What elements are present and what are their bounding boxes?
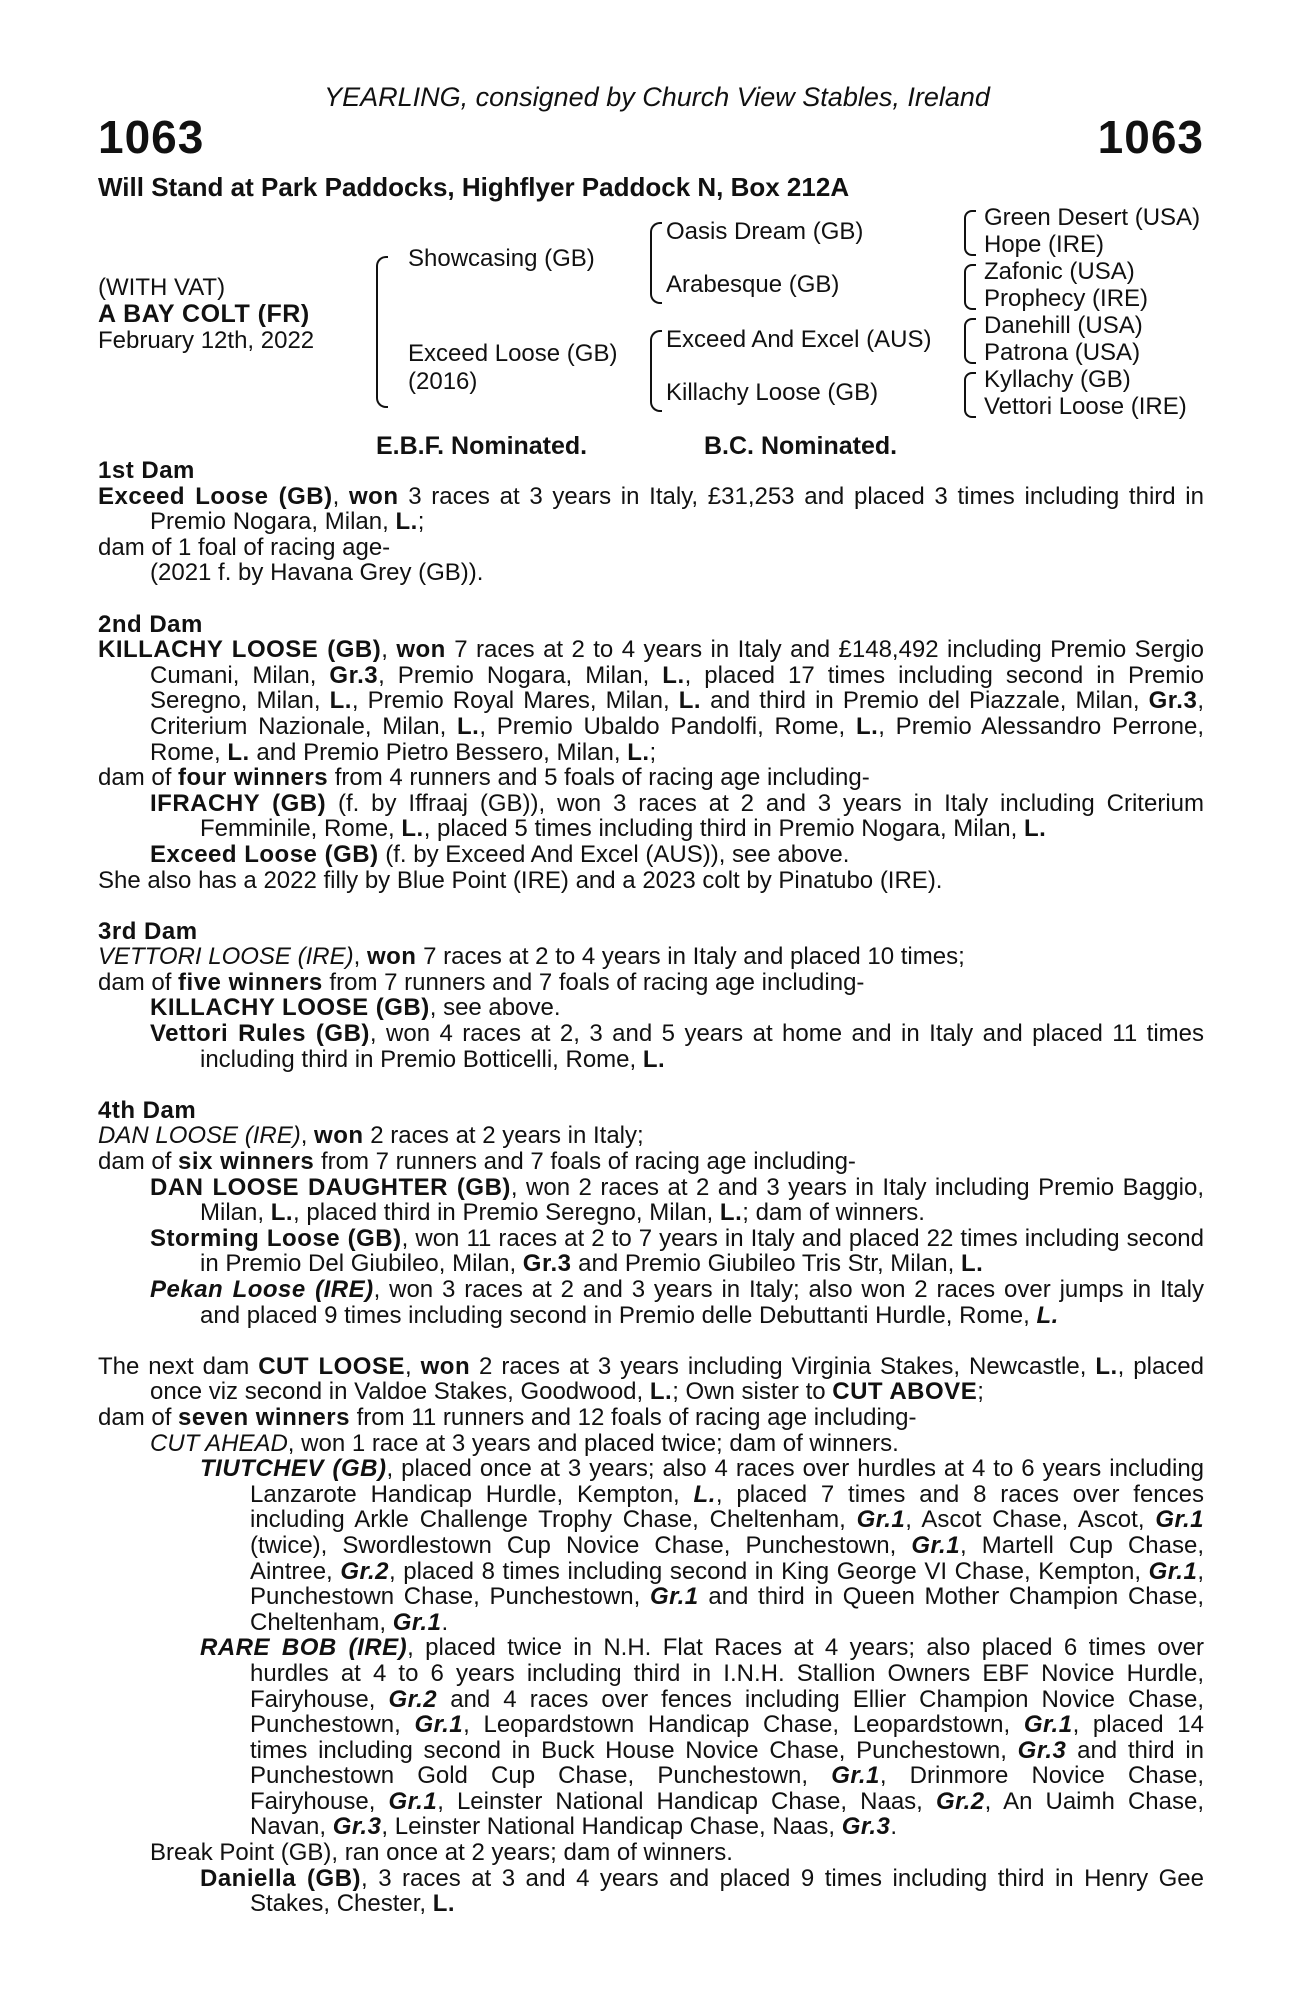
dam-dam-dam: Vettori Loose (IRE) [984, 393, 1187, 420]
grade-label: L. [1036, 1301, 1059, 1329]
dam-dam: Killachy Loose (GB) [666, 379, 879, 406]
section-heading-1st-dam: 1st Dam [98, 457, 195, 484]
text: and third in Punchestown Gold Cup Chase, Punchestown, [250, 1736, 1204, 1790]
first-dam-produce-summary: dam of 1 foal of racing age- [98, 533, 391, 561]
grade-label: L. [642, 1045, 666, 1073]
horse-name-text: CUT AHEAD [150, 1429, 288, 1457]
text: dam of [98, 1148, 179, 1176]
grade-label: L. [401, 815, 424, 843]
text: 7 races at 2 to 4 years in Italy and £148,492 including Premio Sergio Cumani, Milan, [150, 636, 1204, 689]
grade-label: L. [270, 1199, 294, 1227]
first-dam-foal: (2021 f. by Havana Grey (GB)). [150, 559, 484, 587]
produce-entry [98, 1277, 1204, 1328]
text: , placed 5 times including third in Premio Nogara, Milan, [423, 815, 1024, 843]
text: , won 1 race at 3 years and placed twice; dam of winners. [287, 1429, 899, 1457]
stand-location: Will Stand at Park Paddocks, Highflyer Paddock N, Box 212A [98, 172, 850, 202]
catalogue-body [98, 458, 1204, 1917]
text: and Premio Giubileo Tris Str, Milan, [571, 1250, 961, 1278]
grade-label: Gr.3 [329, 661, 379, 689]
grade-label: Gr.3 [1148, 687, 1198, 715]
grade-label: L. [678, 687, 702, 715]
grade-label: L. [395, 508, 418, 536]
text: and Premio Pietro Bessero, Milan, [249, 738, 628, 766]
horse-name-text: DAN LOOSE DAUGHTER (GB) [150, 1173, 511, 1201]
grade-label: Gr.2 [388, 1685, 438, 1713]
grade-label: L. [693, 1480, 716, 1508]
horse-name-text: RARE BOB (IRE) [200, 1634, 408, 1662]
text: , Punchestown Chase, Punchestown, [250, 1557, 1204, 1611]
text: , Ascot Chase, Ascot, [905, 1506, 1156, 1534]
produce-entry [98, 995, 1204, 1021]
grade-label: L. [1023, 815, 1047, 843]
text: , placed twice in N.H. Flat Races at 4 years; also placed 6 times over hurdles at 4 to 6 years including third in I.N.H. Stallion Owners EBF Novice Hurdle, Fairyhouse, [250, 1634, 1204, 1713]
won-label: won [366, 943, 417, 971]
next-dam-produce-summary [98, 1405, 1204, 1431]
text: , [353, 943, 367, 971]
horse-name-text: KILLACHY LOOSE (GB) [150, 994, 430, 1022]
produce-entry [98, 1226, 1204, 1277]
second-dam-record [98, 637, 1204, 765]
sire: Showcasing (GB) [408, 245, 595, 272]
horse-name: A BAY COLT (FR) [98, 300, 310, 328]
grade-label: L. [627, 738, 650, 766]
text: and third in Queen Mother Champion Chase, Cheltenham, [250, 1583, 1204, 1636]
grade-label: L. [960, 1250, 984, 1278]
grade-label: L. [649, 1378, 673, 1406]
grade-label: L. [432, 1890, 456, 1918]
horse-name-text: TIUTCHEV (GB) [200, 1455, 387, 1483]
sire-sire: Oasis Dream (GB) [666, 218, 864, 245]
horse-name-text: VETTORI LOOSE (IRE) [98, 943, 354, 971]
grade-label: Gr.3 [522, 1250, 572, 1278]
grade-label: Gr.3 [332, 1813, 382, 1841]
grade-label: Gr.1 [1023, 1711, 1073, 1739]
section-heading-4th-dam: 4th Dam [98, 1096, 197, 1124]
won-label: won [420, 1352, 471, 1380]
consignor-line: YEARLING, consigned by Church View Stables, Ireland [324, 82, 990, 112]
fourth-dam-record [98, 1123, 1204, 1149]
text: from 11 runners and 12 foals of racing age including- [349, 1403, 917, 1431]
dam: Exceed Loose (GB) [408, 340, 618, 367]
text: , placed once viz second in Valdoe Stakes, Goodwood, [150, 1352, 1204, 1406]
produce-entry [98, 1175, 1204, 1226]
section-heading-2nd-dam: 2nd Dam [98, 610, 203, 638]
text: , won 3 races at 2 and 3 years in Italy; also won 2 races over jumps in Italy and placed 9 times including second in Premio delle Debuttanti Hurdle, Rome, [200, 1276, 1204, 1329]
bc-nomination: B.C. Nominated. [704, 432, 898, 460]
won-label: won [314, 1122, 364, 1150]
produce-entry [98, 842, 1204, 868]
text: and third in Premio del Piazzale, Milan, [701, 687, 1149, 715]
dam-sire-sire: Danehill (USA) [984, 312, 1143, 339]
text: , placed 14 times including second in Buck House Novice Chase, Punchestown, [250, 1711, 1204, 1764]
text: ; Own sister to [672, 1378, 833, 1406]
text: , Leinster National Handicap Chase, Naas, [437, 1787, 936, 1815]
grade-label: Gr.1 [392, 1608, 442, 1636]
grade-label: Gr.1 [414, 1711, 464, 1739]
dam-year: (2016) [408, 368, 478, 395]
text: ; [649, 738, 657, 766]
text: , 3 races at 3 and 4 years and placed 9 times including third in Henry Gee Stakes, Chester, [250, 1864, 1204, 1918]
grade-label: L. [719, 1199, 743, 1227]
brace-main [376, 256, 388, 408]
dam-sire-dam: Patrona (USA) [984, 339, 1141, 366]
horse-name-text: Pekan Loose (IRE) [150, 1276, 374, 1303]
second-dam-produce-summary [98, 765, 1204, 791]
next-dam-record [98, 1354, 1204, 1405]
grade-label: Gr.1 [1155, 1506, 1205, 1534]
text: ; dam of winners. [742, 1199, 925, 1227]
grade-label: Gr.2 [935, 1787, 985, 1815]
won-label: won [396, 636, 446, 664]
grade-label: Gr.1 [831, 1762, 880, 1790]
produce-entry [98, 1866, 1204, 1917]
text: (twice), Swordlestown Cup Novice Chase, Punchestown, [250, 1531, 912, 1559]
grade-label: Gr.1 [856, 1506, 906, 1534]
text: , [405, 1352, 421, 1380]
second-dam-note: She also has a 2022 filly by Blue Point (IRE) and a 2023 colt by Pinatubo (IRE). [98, 866, 943, 894]
text: , Leinster National Handicap Chase, Naas, [381, 1813, 842, 1841]
text: , [381, 636, 397, 664]
winners-count: four winners [178, 764, 329, 792]
sire-sire-dam: Hope (IRE) [984, 231, 1105, 258]
horse-name-text: KILLACHY LOOSE (GB) [98, 636, 382, 664]
horse-name-text: Exceed Loose (GB) [98, 482, 333, 510]
text: dam of [98, 1403, 179, 1431]
winners-count: seven winners [178, 1403, 350, 1431]
grade-label: L. [855, 712, 879, 740]
text: , [300, 1122, 315, 1150]
sire-dam-dam: Prophecy (IRE) [984, 285, 1149, 312]
text: 7 races at 2 to 4 years in Italy and placed 10 times; [416, 943, 965, 971]
text: ; [977, 1378, 984, 1406]
grade-label: Gr.2 [340, 1557, 390, 1585]
text: , see above. [429, 994, 561, 1022]
grade-label: Gr.1 [388, 1787, 438, 1815]
brace-sd [964, 264, 976, 310]
sire-dam: Arabesque (GB) [666, 271, 840, 298]
horse-name-text: Exceed Loose (GB) [150, 840, 379, 868]
grade-label: L. [329, 687, 352, 715]
horse-name-text: Storming Loose (GB) [150, 1224, 402, 1252]
grade-label: L. [662, 661, 685, 689]
text: , Premio Royal Mares, Milan, [351, 687, 679, 715]
text: dam of [98, 764, 179, 792]
text: , Leopardstown Handicap Chase, Leopardstown, [463, 1711, 1024, 1739]
text: , placed once at 3 years; also 4 races over hurdles at 4 to 6 years including Lanzarote Handicap Hurdle, Kempton, [250, 1455, 1205, 1508]
horse-name-text: IFRACHY (GB) [150, 789, 327, 817]
section-heading-3rd-dam: 3rd Dam [98, 917, 198, 945]
text: 2 races at 2 years in Italy; [363, 1122, 644, 1150]
horse-name-text: Vettori Rules (GB) [150, 1020, 370, 1048]
text: , Criterium Nazionale, Milan, [150, 687, 1204, 740]
text: , won 4 races at 2, 3 and 5 years at home and in Italy and placed 11 times including third in Premio Botticelli, Rome, [200, 1020, 1204, 1073]
text: , Drinmore Novice Chase, Fairyhouse, [250, 1762, 1204, 1815]
horse-dob: February 12th, 2022 [98, 327, 315, 354]
text: from 7 runners and 7 foals of racing age including- [314, 1148, 856, 1176]
grade-label: L. [227, 738, 250, 766]
text: (f. by Exceed And Excel (AUS)), see above. [378, 840, 850, 868]
horse-name-text: Daniella (GB) [200, 1864, 362, 1892]
text: , [332, 482, 349, 510]
text: The next dam [98, 1352, 259, 1380]
ebf-nomination: E.B.F. Nominated. [376, 432, 588, 460]
text: . [441, 1608, 449, 1636]
lot-number-right: 1063 [1097, 111, 1204, 163]
winners-count: five winners [178, 968, 323, 996]
grade-label: Gr.1 [911, 1531, 961, 1559]
brace-dam [650, 330, 662, 412]
horse-name-text: CUT LOOSE [258, 1352, 405, 1380]
produce-entry [98, 791, 1204, 842]
fourth-dam-produce-summary [98, 1149, 1204, 1175]
horse-name-text: CUT ABOVE [832, 1378, 978, 1406]
text: , placed third in Premio Seregno, Milan, [293, 1199, 720, 1227]
text: , won 2 races at 2 and 3 years in Italy including Premio Baggio, Milan, [200, 1173, 1205, 1227]
text: (f. by Iffraaj (GB)), won 3 races at 2 and 3 years in Italy including Criterium Femminile, Rome, [200, 789, 1204, 843]
text: 3 races at 3 years in Italy, £31,253 and placed 3 times including third in Premio Nogara, Milan, [150, 482, 1204, 536]
lot-number-left: 1063 [98, 111, 205, 163]
produce-entry [98, 1021, 1204, 1072]
text: , placed 7 times and 8 races over fences including Arkle Challenge Trophy Chase, Cheltenham, [250, 1480, 1204, 1534]
grade-label: Gr.1 [1148, 1557, 1198, 1585]
text: from 7 runners and 7 foals of racing age including- [322, 968, 865, 996]
brace-ds [964, 318, 976, 364]
grade-label: Gr.3 [1017, 1736, 1067, 1764]
won-label: won [349, 482, 399, 510]
dam-dam-sire: Kyllachy (GB) [984, 366, 1131, 393]
sire-dam-sire: Zafonic (USA) [984, 258, 1135, 285]
text: , An Uaimh Chase, Navan, [250, 1787, 1204, 1841]
grade-label: L. [457, 712, 480, 740]
text: , won 11 races at 2 to 7 years in Italy and placed 22 times including second in Premio Del Giubileo, Milan, [200, 1224, 1204, 1278]
produce-entry [98, 1456, 1204, 1635]
winners-count: six winners [178, 1148, 315, 1176]
text: , Premio Alessandro Perrone, Rome, [150, 712, 1205, 766]
horse-name-text: DAN LOOSE (IRE) [98, 1122, 301, 1150]
grade-label: Gr.3 [841, 1813, 891, 1841]
first-dam-record [98, 484, 1204, 535]
text: from 4 runners and 5 foals of racing age including- [328, 764, 870, 792]
text: , Premio Ubaldo Pandolfi, Rome, [479, 712, 856, 740]
brace-sire [650, 222, 662, 304]
third-dam-record [98, 944, 1204, 970]
text: , placed 8 times including second in King George VI Chase, Kempton, [389, 1557, 1149, 1585]
sire-sire-sire: Green Desert (USA) [984, 204, 1201, 231]
grade-label: L. [1095, 1352, 1118, 1380]
brace-dd [964, 372, 976, 418]
produce-entry [98, 1635, 1204, 1840]
vat-note: (WITH VAT) [98, 274, 226, 301]
text: , Martell Cup Chase, Aintree, [250, 1531, 1204, 1585]
grade-label: Gr.1 [649, 1583, 699, 1611]
brace-ss [964, 210, 976, 256]
text: , placed 17 times including second in Premio Seregno, Milan, [150, 661, 1204, 715]
produce-entry [98, 1431, 1204, 1457]
text: ; [417, 508, 425, 536]
text: 2 races at 3 years including Virginia Stakes, Newcastle, [470, 1352, 1096, 1380]
produce-entry: Break Point (GB), ran once at 2 years; dam of winners. [150, 1839, 733, 1867]
dam-sire: Exceed And Excel (AUS) [666, 326, 932, 353]
third-dam-produce-summary [98, 970, 1204, 996]
text: . [890, 1813, 898, 1841]
text: , Premio Nogara, Milan, [378, 661, 663, 689]
text: and 4 races over fences including Ellier Champion Novice Chase, Punchestown, [250, 1685, 1205, 1739]
text: dam of [98, 968, 179, 996]
